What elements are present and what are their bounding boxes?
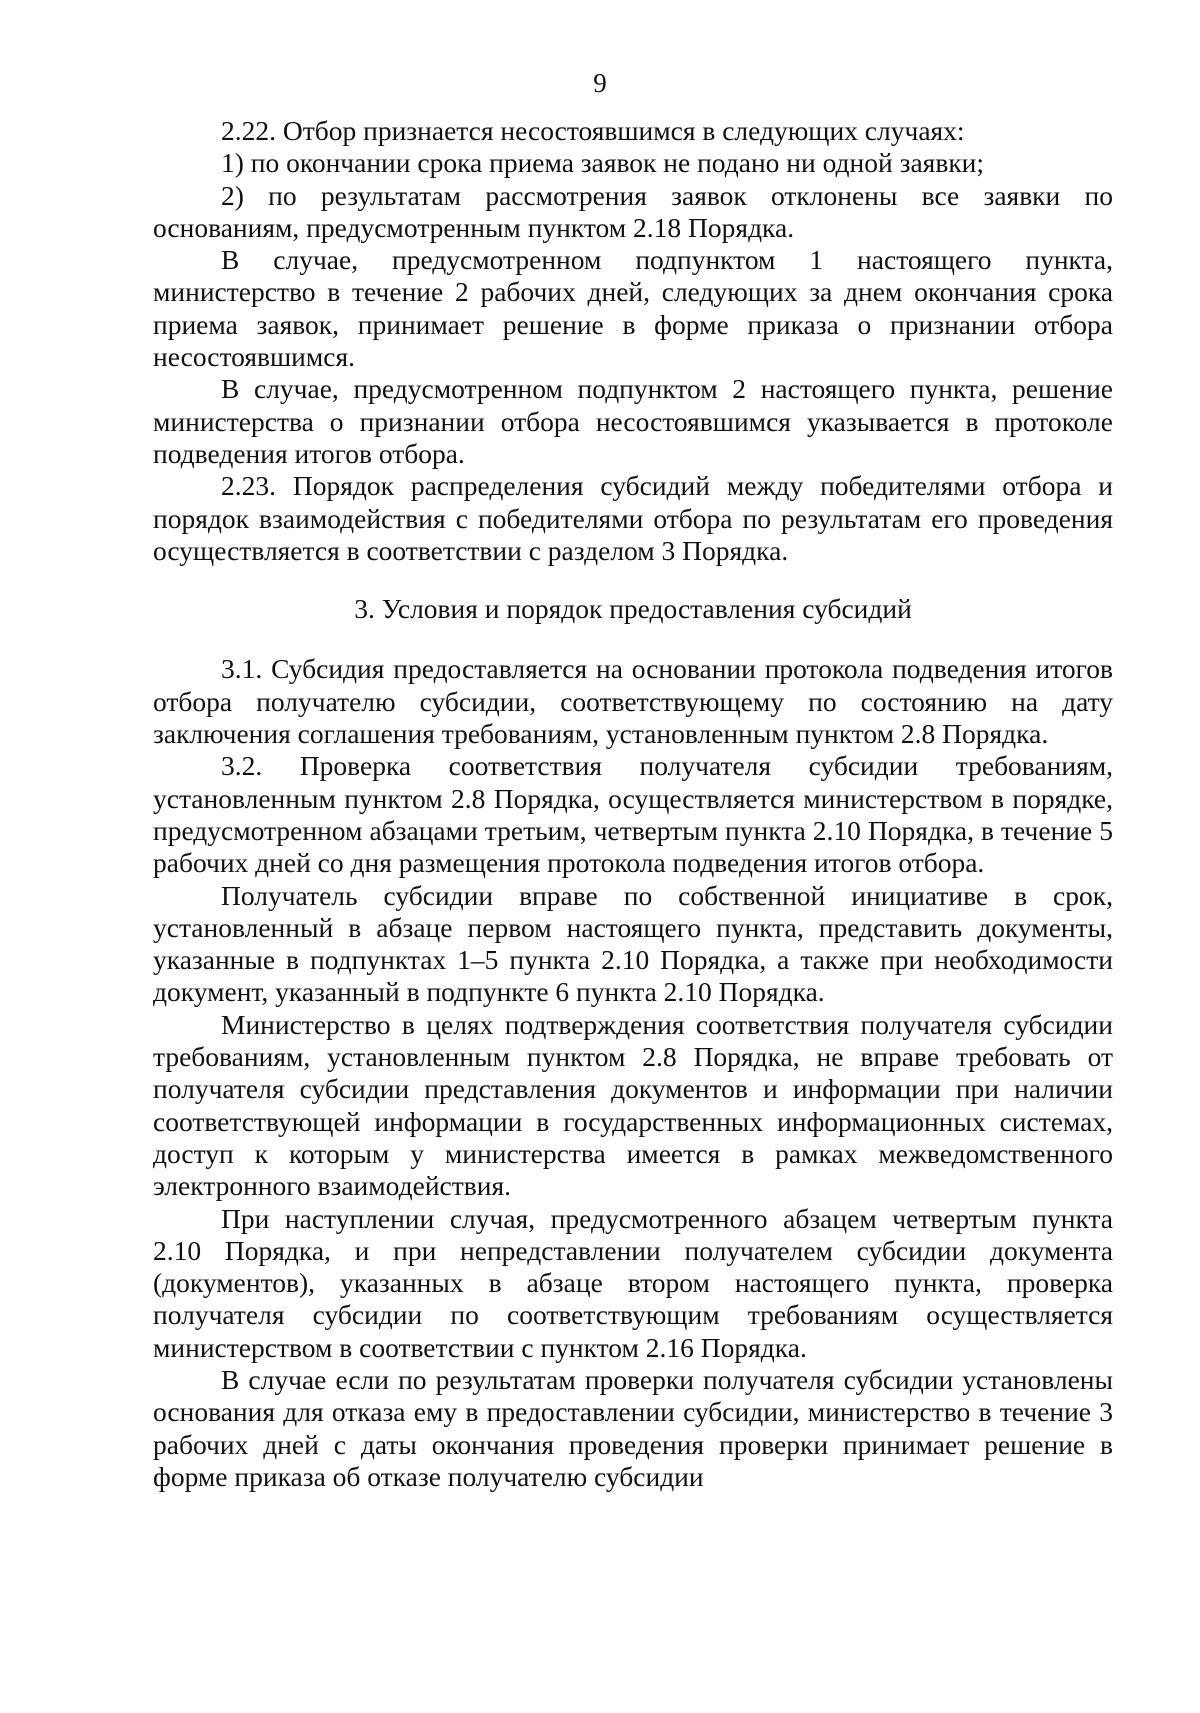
paragraph-3-2: 3.2. Проверка соответствия получателя субсидии требованиям, установленным пунктом 2.8 Порядка, осуществляется министерством в порядке, предусмотренном абзацами третьим, четвертым пункта 2.10 Порядка, в течение 5 рабочих дней со дня размещения протокола подведения итогов отбора.: [153, 750, 1113, 879]
paragraph-ministry-restriction: Министерство в целях подтверждения соответствия получателя субсидии требованиям, установленным пунктом 2.8 Порядка, не вправе требовать от получателя субсидии представления документов и информации при наличии соответствующей информации в государственных информационных системах, доступ к которым у министерства имеется в рамках межведомственного электронного взаимодействия.: [153, 1008, 1113, 1202]
paragraph-2-23: 2.23. Порядок распределения субсидий между победителями отбора и порядок взаимодействия с победителями отбора по результатам его проведения осуществляется в соответствии с разделом 3 Порядка.: [153, 470, 1113, 566]
paragraph-refusal-case: В случае если по результатам проверки получателя субсидии установлены основания для отказа ему в предоставлении субсидии, министерство в течение 3 рабочих дней с даты окончания проведения проверки принимает решение в форме приказа об отказе получателю субсидии: [153, 1363, 1113, 1492]
paragraph-case-subitem-1: В случае, предусмотренном подпунктом 1 настоящего пункта, министерство в течение 2 рабочих дней, следующих за днем окончания срока приема заявок, принимает решение в форме приказа о признании отбора несостоявшимся.: [153, 244, 1113, 373]
paragraph-2-22: 2.22. Отбор признается несостоявшимся в следующих случаях:: [221, 115, 965, 146]
paragraph-recipient-right: Получатель субсидии вправе по собственной инициативе в срок, установленный в абзаце первом настоящего пункта, представить документы, указанные в подпунктах 1–5 пункта 2.10 Порядка, а также при необходимости документ, указанный в подпункте 6 пункта 2.10 Порядка.: [153, 879, 1113, 1008]
paragraph-case-subitem-2: В случае, предусмотренном подпунктом 2 настоящего пункта, решение министерства о признании отбора несостоявшимся указывается в протоколе подведения итогов отбора.: [153, 373, 1113, 469]
paragraph-verification-case: При наступлении случая, предусмотренного абзацем четвертым пункта 2.10 Порядка, и при непредставлении получателем субсидии документа (документов), указанных в абзаце втором настоящего пункта, проверка получателя субсидии по соответствующим требованиям осуществляется министерством в соответствии с пунктом 2.16 Порядка.: [153, 1202, 1113, 1363]
section-heading: 3. Условия и порядок предоставления субсидий: [354, 593, 912, 625]
page-number: 9: [593, 68, 607, 98]
paragraph-3-1: 3.1. Субсидия предоставляется на основании протокола подведения итогов отбора получателю субсидии, соответствующему по состоянию на дату заключения соглашения требованиям, установленным пунктом 2.8 Порядка.: [153, 653, 1113, 750]
document-body: [153, 115, 1113, 1493]
paragraph-2-22-item-1: 1) по окончании срока приема заявок не подано ни одной заявки;: [221, 147, 985, 179]
paragraph-2-22-item-2: 2) по результатам рассмотрения заявок отклонены все заявки по основаниям, предусмотренным пунктом 2.18 Порядка.: [153, 179, 1113, 243]
